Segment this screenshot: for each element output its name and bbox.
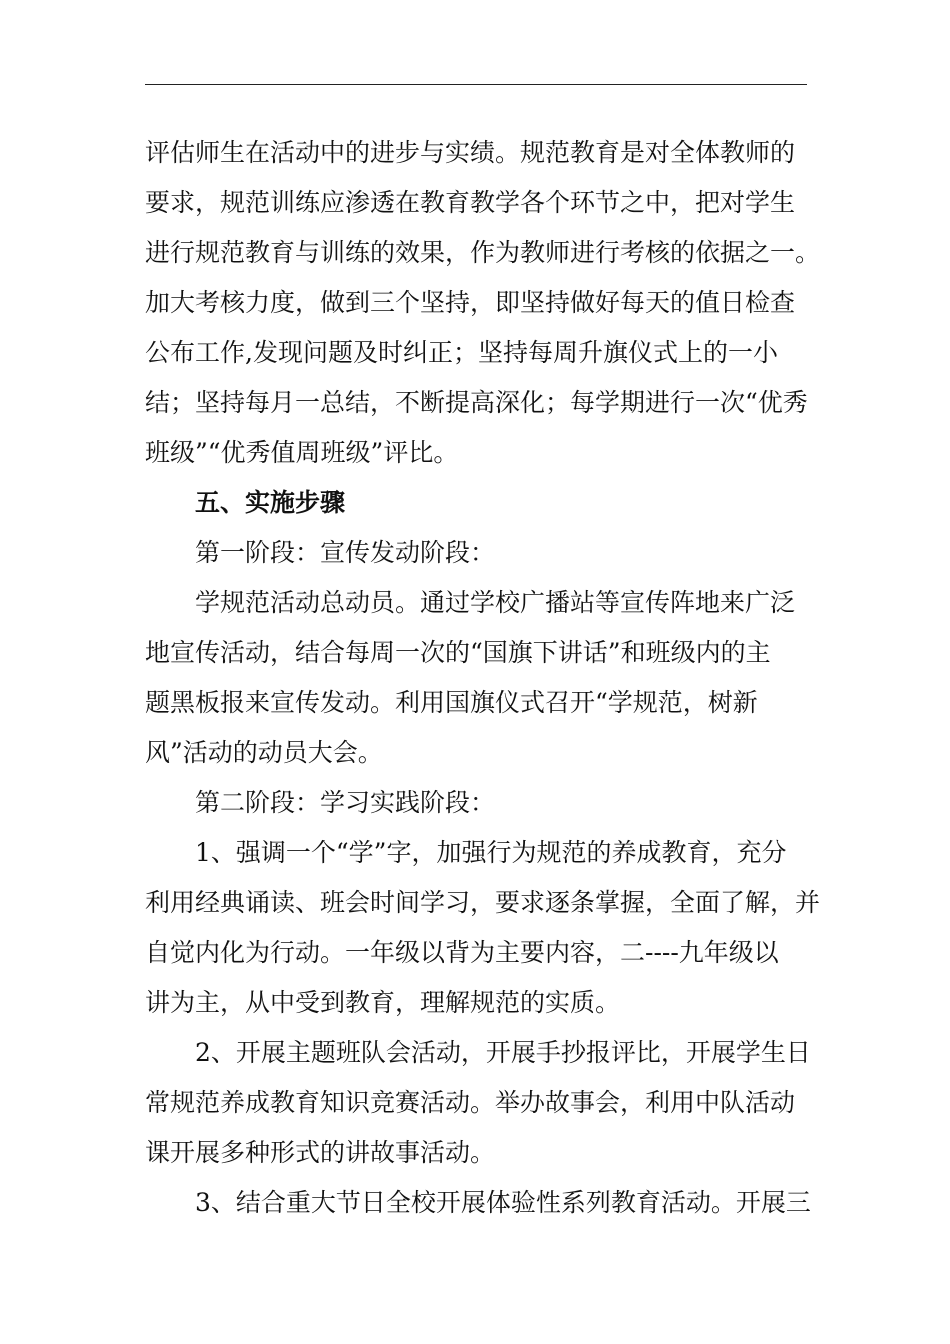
text-line: 1、强调一个“学”字，加强行为规范的养成教育，充分 <box>195 838 787 867</box>
text-line: 公布工作,发现问题及时纠正；坚持每周升旗仪式上的一小 <box>145 338 778 367</box>
text-line: 评估师生在活动中的进步与实绩。规范教育是对全体教师的 <box>145 138 796 167</box>
text-line: 要求，规范训练应渗透在教育教学各个环节之中，把对学生 <box>145 188 796 217</box>
text-line: 常规范养成教育知识竞赛活动。举办故事会，利用中队活动 <box>145 1088 796 1117</box>
text-line: 2、开展主题班队会活动，开展手抄报评比，开展学生日 <box>195 1038 811 1067</box>
text-line: 题黑板报来宣传发动。利用国旗仪式召开“学规范，树新 <box>145 688 758 717</box>
section-heading: 五、实施步骤 <box>195 488 346 517</box>
header-rule <box>145 84 807 85</box>
text-line: 风”活动的动员大会。 <box>145 738 383 767</box>
text-line: 学规范活动总动员。通过学校广播站等宣传阵地来广泛 <box>195 588 796 617</box>
text-line: 讲为主，从中受到教育，理解规范的实质。 <box>145 988 621 1017</box>
text-line: 3、结合重大节日全校开展体验性系列教育活动。开展三 <box>195 1188 811 1217</box>
text-line: 课开展多种形式的讲故事活动。 <box>145 1138 496 1167</box>
text-line: 地宣传活动，结合每周一次的“国旗下讲话”和班级内的主 <box>145 638 771 667</box>
stage-heading: 第一阶段：宣传发动阶段： <box>195 538 496 567</box>
text-line: 进行规范教育与训练的效果，作为教师进行考核的依据之一。 <box>145 238 821 267</box>
stage-heading: 第二阶段：学习实践阶段： <box>195 788 496 817</box>
text-line: 利用经典诵读、班会时间学习，要求逐条掌握，全面了解，并 <box>145 888 821 917</box>
document-body <box>145 128 821 1228</box>
text-line: 结；坚持每月一总结，不断提高深化；每学期进行一次“优秀 <box>145 388 808 417</box>
text-line: 自觉内化为行动。一年级以背为主要内容，二----九年级以 <box>145 938 779 967</box>
text-line: 加大考核力度，做到三个坚持，即坚持做好每天的值日检查 <box>145 288 796 317</box>
text-line: 班级”“优秀值周班级”评比。 <box>145 438 459 467</box>
